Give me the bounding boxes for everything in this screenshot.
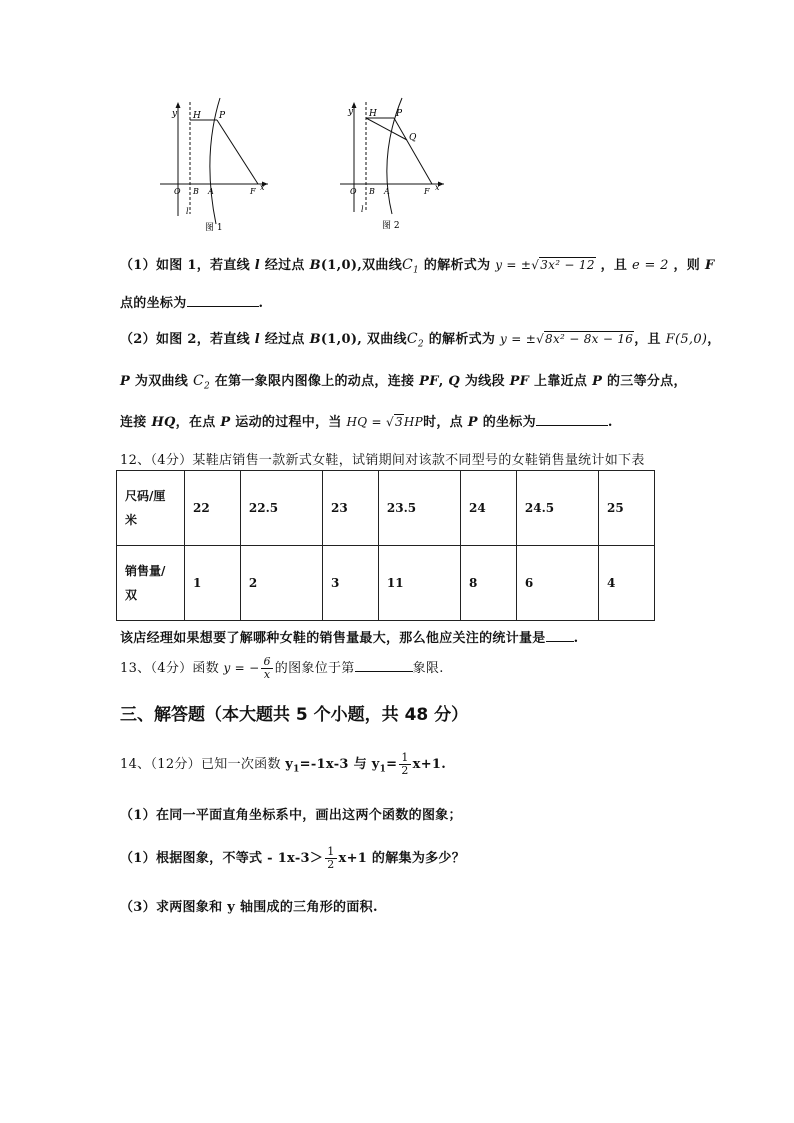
q14-line: 14、（12分）已知一次函数 $y_1=-1x-3$ 与 $y_1=$ $\frac{1}{2}$ x+1. [120,751,447,777]
fig2-label-x: x [435,183,440,192]
table-cell: 24 [461,471,517,546]
fig1-label-a: A [208,187,214,196]
table-cell: 23 [323,471,379,546]
fig1-label-o: O [174,187,181,196]
fig1-label-h: H [193,111,201,121]
q11-part1-line1: （1）如图 1，若直线 l 经过点 B(1,0),双曲线$C_1$ 的解析式为 y = ±√3x² − 12 ，且 e = 2 ，则 F [120,257,715,276]
fig2-segment-pf [394,118,432,184]
figure-2 [330,96,460,236]
figure-1 [150,96,280,236]
table-cell: 11 [378,546,460,621]
fig2-label-o: O [350,187,357,196]
table-cell: 2 [240,546,322,621]
sqrt-sign: √ [536,332,545,346]
fig2-label-p: P [396,109,403,119]
fig1-label-f: F [250,187,256,196]
q12-text: 12、（4分）某鞋店销售一款新式女鞋，试销期间对该款不同型号的女鞋销售量统计如下表 [120,453,645,468]
fig2-caption: 图 2 [382,221,400,231]
table-row-sales [117,546,655,621]
fig2-label-l: l [361,205,364,214]
sqrt-sign: √ [531,258,540,272]
q11-part2-line2: P 为双曲线 $C_2$ 在第一象限内图像上的动点，连接 PF, Q 为线段 PF 上靠近点 P 的三等分点， [120,373,687,392]
answer-blank-quadrant[interactable] [355,659,413,672]
table-cell: 6 [516,546,598,621]
answer-blank-p[interactable] [536,413,608,426]
fraction-half: $\frac{1}{2}$ [327,845,335,871]
fig2-label-h: H [369,109,377,119]
answer-blank-f[interactable] [187,294,259,307]
sqrt-sign: √ [386,415,394,429]
fig1-label-y: y [172,109,178,119]
table-cell: 4 [599,546,655,621]
table-header-sales: 销售量/ 双 [117,546,185,621]
q11-part2-line1: （2）如图 2，若直线 l 经过点 B(1,0), 双曲线$C_2$ 的解析式为 y = ±√8x² − 8x − 16，且 F(5,0)， [120,331,721,350]
fig1-label-p: P [219,111,226,121]
table-cell: 8 [461,546,517,621]
table-row-size [117,471,655,546]
shoe-size-table [116,470,655,621]
q12-after: 该店经理如果想要了解哪种女鞋的销售量最大，那么他应关注的统计量是 . [120,631,579,646]
q14-part3: （3）求两图象和 y 轴围成的三角形的面积. [120,900,378,915]
table-cell: 1 [185,546,241,621]
fig1-label-x: x [260,183,265,192]
q11-part1-line2: 点的坐标为 . [120,296,264,311]
fig2-label-a: A [384,187,390,196]
q14-part2: （1）根据图象，不等式 - 1x-3＞ $\frac{1}{2}$ x+1 的解集为多少？ [120,845,466,871]
fig2-label-q: Q [409,133,417,143]
table-cell: 3 [323,546,379,621]
fig2-label-b: B [369,187,375,196]
fig2-label-f: F [424,187,430,196]
table-cell: 24.5 [516,471,598,546]
section-title: 三、解答题（本大题共 5 个小题，共 48 分） [120,705,469,725]
fig1-y-arrow [176,102,181,108]
fig1-label-l: l [186,207,189,216]
table-header-size: 尺码/厘 米 [117,471,185,546]
fig1-label-b: B [193,187,199,196]
answer-blank-stat[interactable] [546,629,574,642]
fraction-half: $\frac{1}{2}$ [401,751,409,777]
q14-part1: （1）在同一平面直角坐标系中，画出这两个函数的图象； [120,808,462,823]
q11-part2-line3: 连接 HQ，在点 P 运动的过程中，当 HQ = √3HP时，点 P 的坐标为 . [120,415,613,430]
fraction-6-over-x: $\frac{6}{x}$ [263,655,271,681]
table-cell: 22 [185,471,241,546]
table-cell: 22.5 [240,471,322,546]
q13-line: 13、（4分）函数 y = − $\frac{6}{x}$ 的图象位于第 象限. [120,655,444,681]
fig1-caption: 图 1 [205,223,223,233]
table-cell: 25 [599,471,655,546]
fig1-segment-pf [217,120,258,184]
fig2-label-y: y [348,107,354,117]
table-cell: 23.5 [378,471,460,546]
